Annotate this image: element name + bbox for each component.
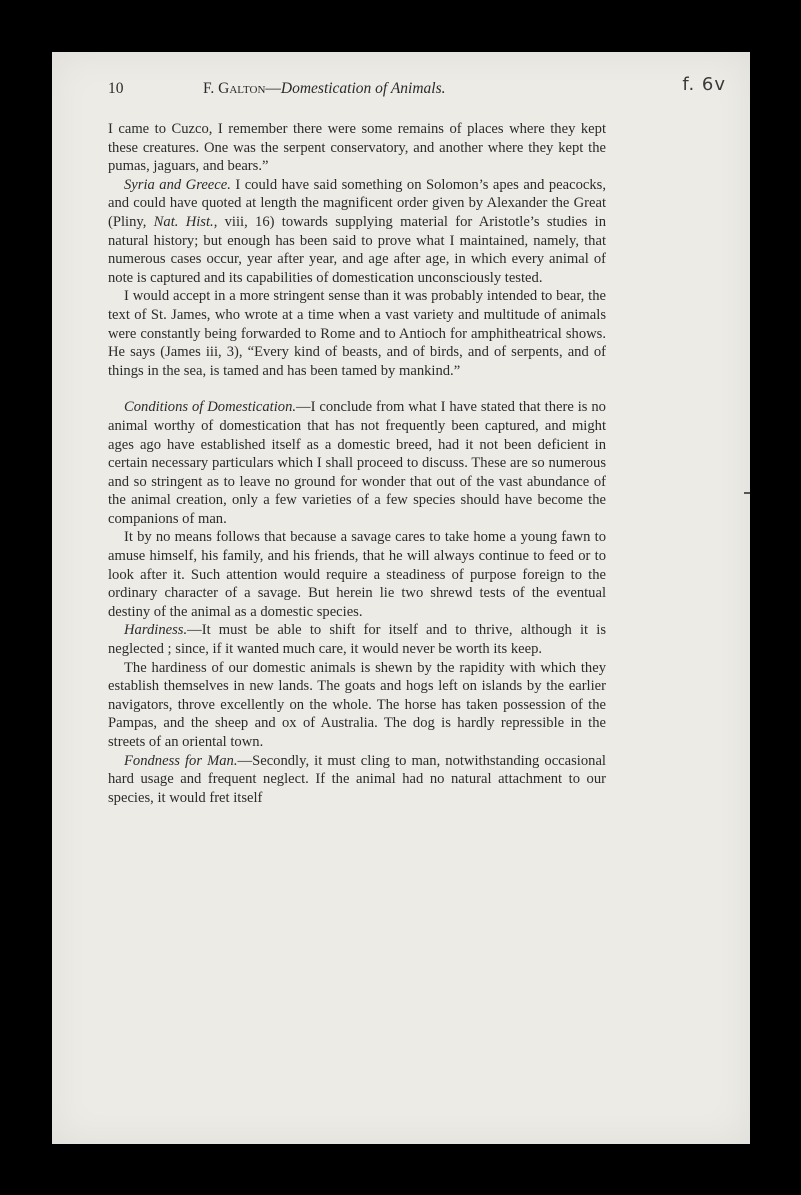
paragraph-fondness — [108, 752, 606, 808]
paragraph-1 — [108, 120, 606, 176]
body-text — [108, 120, 606, 807]
paragraph-3-text: I would accept in a more stringent sense than it was probably intended to bear, the text of St. James, who wrote at a time when a vast variety and multitude of animals were constantly being forwarded to Rome and to Antioch for amphitheatrical shows. He says (James iii, 3), “Every kind of beasts, and of birds, and of serpents, and of things in the sea, is tamed and has been tamed by mankind.” — [108, 288, 606, 379]
paragraph-hardiness-examples — [108, 659, 606, 752]
paragraph-2-text-b: , viii, 16) towards supplying material for Aristotle’s studies in natural history; but enough has been said to prove what I maintained, namely, that numerous cases occur, year after year, and age after age, in which every animal of note is captured and its capabilities of domestication unconsciously tested. — [108, 213, 607, 286]
section-heading-syria-greece: Syria and Greece. — [124, 176, 231, 193]
paragraph-st-james — [108, 287, 606, 380]
paragraph-savage — [108, 528, 606, 621]
paragraph-6-text: —It must be able to shift for itself and to thrive, although it is neglected ; since, if it wanted much care, it would never be worth its keep. — [108, 622, 606, 658]
section-heading-conditions: Conditions of Domestication. — [124, 399, 297, 416]
citation-nat-hist: Nat. Hist. — [153, 213, 214, 230]
paragraph-1-text: I came to Cuzco, I remember there were some remains of places where they kept these creatures. One was the serpent conservatory, and another where they kept the pumas, jaguars, and bears.” — [108, 121, 606, 175]
paragraph-2-text-a: I could have said something on Solomon’s apes and peacocks, and could have quoted at length the magnificent order given by Alexander the Great (Pliny, — [108, 176, 606, 230]
section-heading-hardiness: Hardiness. — [124, 622, 188, 639]
paragraph-syria-greece — [108, 176, 606, 288]
paragraph-4-text: —I conclude from what I have stated that there is no animal worthy of domestication that has not frequently been captured, and might ages ago have established itself as a domestic breed, had it not been deficient in certain necessary particulars which I shall proceed to discuss. These are so numerous and so stringent as to leave no ground for wonder that out of the vast abundance of the animal creation, only a few varieties of a few species should have become the companions of man. — [108, 399, 606, 527]
page-number: 10 — [108, 80, 124, 97]
paragraph-7-text: The hardiness of our domestic animals is shewn by the rapidity with which they establish themselves in new lands. The goats and hogs left on islands by the earlier navigators, throve excellently on the whole. The horse has taken possession of the Pampas, and the sheep and ox of Australia. The dog is hardly repressible in the streets of an oriental town. — [108, 659, 606, 750]
running-header — [108, 80, 608, 98]
paragraph-8-text: —Secondly, it must cling to man, notwithstanding occasional hard usage and frequent neglect. If the animal had no natural attachment to our species, it would fret itself — [108, 752, 606, 806]
section-heading-fondness: Fondness for Man. — [124, 752, 238, 769]
paragraph-conditions — [108, 398, 606, 528]
header-title: Domestication of Animals. — [280, 80, 446, 97]
margin-mark — [744, 492, 750, 494]
header-author: F. Galton — [203, 80, 266, 97]
header-dash: — — [265, 80, 281, 97]
paragraph-hardiness — [108, 621, 606, 658]
paragraph-5-text: It by no means follows that because a savage cares to take home a young fawn to amuse himself, his family, and his friends, that he will always continue to feed or to look after it. Such attention would require a steadiness of purpose foreign to the ordinary character of a savage. But herein lie two shrewd tests of the eventual destiny of the animal as a domestic species. — [108, 529, 606, 620]
folio-annotation: f. 6v — [682, 74, 726, 95]
